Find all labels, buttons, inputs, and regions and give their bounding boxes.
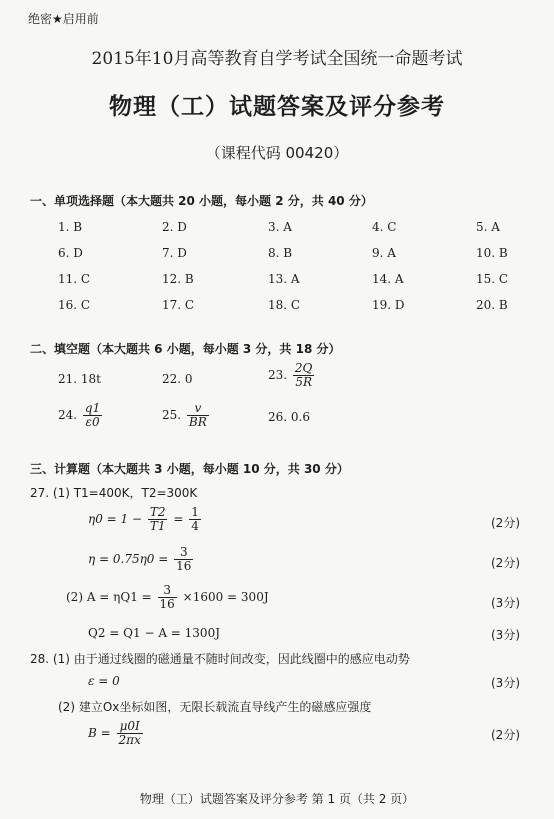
denominator: T1 bbox=[149, 519, 166, 534]
numerator: μ0I bbox=[117, 720, 143, 734]
q27-eta-equation bbox=[88, 546, 195, 573]
fraction bbox=[117, 720, 143, 747]
choice-answer: 10. B bbox=[476, 246, 508, 260]
numerator: 3 bbox=[158, 584, 177, 598]
section-heading-2: 二、填空题（本大题共 6 小题，每小题 3 分，共 18 分） bbox=[30, 342, 341, 356]
fill-answer-26: 26. 0.6 bbox=[268, 410, 310, 424]
q27-work-equation bbox=[66, 584, 269, 611]
q27-heat-equation: Q2 = Q1 − A = 1300J bbox=[88, 626, 221, 640]
q28-part1: 28. (1) 由于通过线圈的磁通量不随时间改变，因此线圈中的感应电动势 bbox=[30, 652, 410, 666]
choice-answer: 15. C bbox=[476, 272, 509, 286]
denominator: 16 bbox=[159, 597, 175, 612]
choice-answer: 6. D bbox=[58, 246, 83, 260]
answer-number: 25. bbox=[162, 408, 182, 423]
page-title: 物理（工）试题答案及评分参考 bbox=[109, 94, 445, 120]
numerator: q1 bbox=[84, 401, 101, 415]
denominator: 5R bbox=[295, 375, 312, 390]
choice-answer: 7. D bbox=[162, 246, 187, 260]
course-code: （课程代码 00420） bbox=[205, 144, 349, 162]
q28-b-equation bbox=[88, 720, 145, 747]
answer-number: 24. bbox=[58, 408, 78, 423]
choice-answer: 4. C bbox=[372, 220, 397, 234]
fraction bbox=[148, 506, 168, 533]
choice-answer: 12. B bbox=[162, 272, 194, 286]
choice-answer: 14. A bbox=[372, 272, 404, 286]
numerator: v bbox=[187, 402, 209, 416]
fill-answer-23 bbox=[268, 362, 316, 389]
denominator: ε0 bbox=[85, 415, 100, 430]
fill-answer-25 bbox=[162, 402, 211, 429]
choice-answer: 1. B bbox=[58, 220, 83, 234]
choice-answer: 2. D bbox=[162, 220, 187, 234]
choice-answer: 9. A bbox=[372, 246, 396, 260]
equation-lhs: η0 = 1 − bbox=[88, 512, 143, 527]
section-heading-1: 一、单项选择题（本大题共 20 小题，每小题 2 分，共 40 分） bbox=[30, 194, 373, 208]
choice-answer: 19. D bbox=[372, 298, 405, 312]
equation-lhs: (2) A = ηQ1 = bbox=[66, 590, 152, 605]
score-label: (2分) bbox=[491, 556, 520, 570]
choice-answer: 16. C bbox=[58, 298, 91, 312]
fill-answer-21: 21. 18t bbox=[58, 372, 101, 386]
choice-answer: 18. C bbox=[268, 298, 301, 312]
fill-answer-22: 22. 0 bbox=[162, 372, 193, 386]
equation-lhs: η = 0.75η0 = bbox=[88, 552, 169, 567]
q27-given: 27. (1) T1=400K，T2=300K bbox=[30, 486, 198, 500]
section-heading-3: 三、计算题（本大题共 3 小题，每小题 10 分，共 30 分） bbox=[30, 462, 349, 476]
choice-answer: 17. C bbox=[162, 298, 195, 312]
choice-answer: 20. B bbox=[476, 298, 508, 312]
denominator: 16 bbox=[176, 559, 192, 574]
score-label: (2分) bbox=[491, 728, 520, 742]
answer-number: 23. bbox=[268, 368, 288, 383]
choice-answer: 13. A bbox=[268, 272, 300, 286]
fraction bbox=[187, 402, 209, 429]
score-label: (3分) bbox=[491, 628, 520, 642]
equation-lhs: B = bbox=[88, 726, 111, 741]
denominator: 4 bbox=[191, 519, 199, 534]
fill-answer-24 bbox=[58, 402, 104, 429]
choice-answer: 8. B bbox=[268, 246, 293, 260]
numerator: 2Q bbox=[294, 361, 313, 375]
numerator: 1 bbox=[191, 505, 199, 519]
exam-title: 2015年10月高等教育自学考试全国统一命题考试 bbox=[91, 49, 463, 69]
fraction bbox=[83, 402, 102, 429]
score-label: (3分) bbox=[491, 596, 520, 610]
fraction bbox=[174, 546, 193, 573]
equation-rhs: ×1600 = 300J bbox=[182, 590, 269, 605]
q28-part2: (2) 建立Ox坐标如图，无限长载流直导线产生的磁感应强度 bbox=[58, 700, 372, 714]
confidential-stamp: 绝密★启用前 bbox=[28, 12, 99, 26]
denominator: 2πx bbox=[118, 733, 141, 748]
fraction bbox=[293, 362, 314, 389]
numerator: T2 bbox=[149, 505, 166, 519]
fraction bbox=[158, 584, 177, 611]
choice-answer: 3. A bbox=[268, 220, 292, 234]
denominator: BR bbox=[188, 415, 207, 430]
score-label: (3分) bbox=[491, 676, 520, 690]
fraction bbox=[189, 506, 201, 533]
q27-eta0-equation bbox=[88, 506, 203, 533]
page-footer: 物理（工）试题答案及评分参考 第 1 页（共 2 页） bbox=[139, 792, 415, 806]
choice-answer: 5. A bbox=[476, 220, 500, 234]
numerator: 3 bbox=[174, 546, 193, 560]
choice-answer: 11. C bbox=[58, 272, 91, 286]
score-label: (2分) bbox=[491, 516, 520, 530]
equals-sign: = bbox=[173, 512, 184, 527]
q28-emf-equation: ε = 0 bbox=[88, 674, 120, 688]
